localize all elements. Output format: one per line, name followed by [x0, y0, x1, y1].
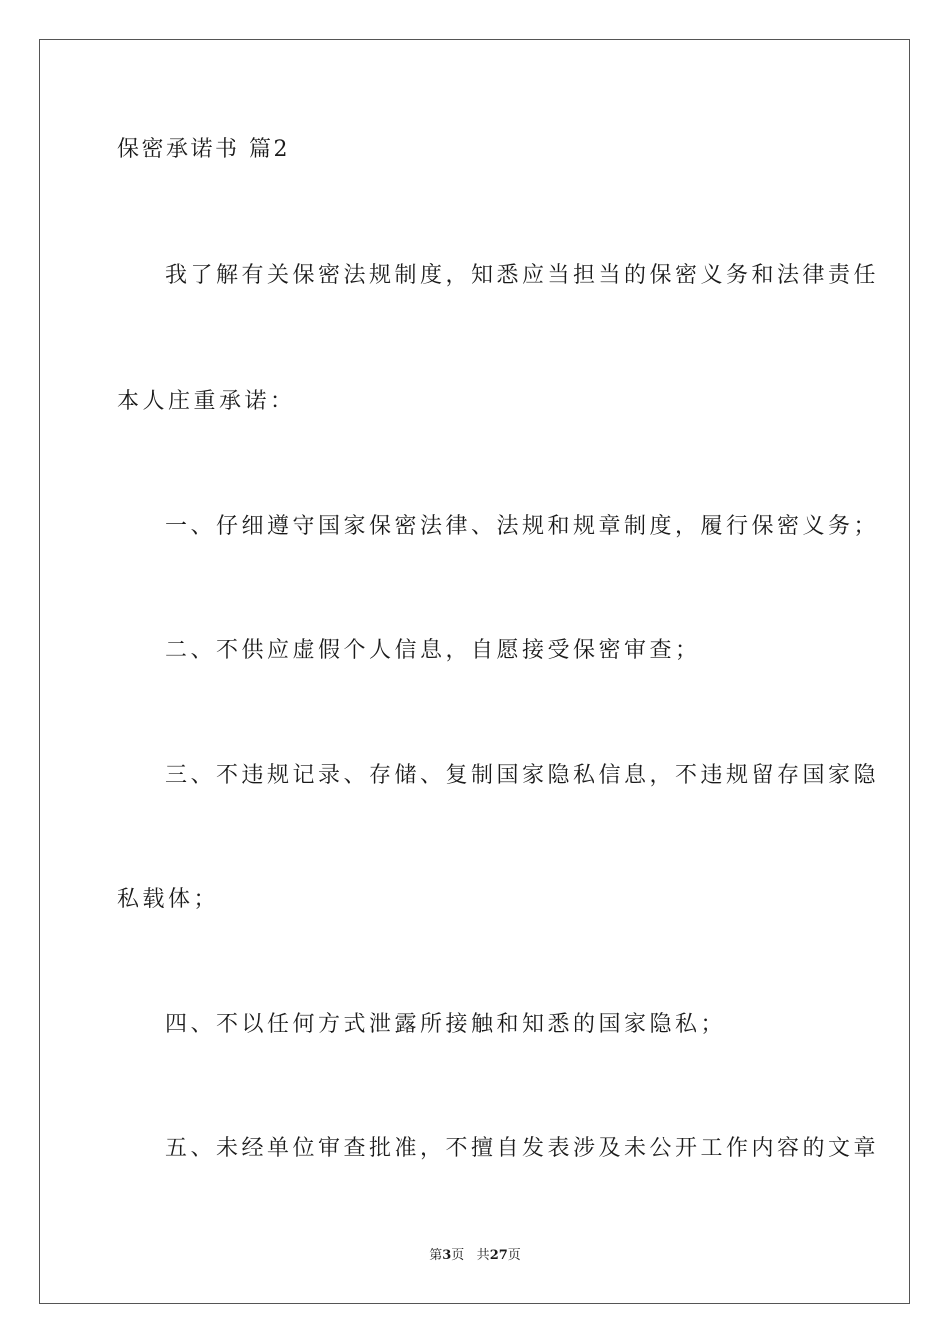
paragraph-6: 私载体；: [117, 887, 220, 912]
total-prefix: 共: [476, 1248, 490, 1263]
paragraph-7: 四、不以任何方式泄露所接触和知悉的国家隐私；: [165, 1012, 727, 1037]
paragraph-1: 我了解有关保密法规制度，知悉应当担当的保密义务和法律责任: [165, 263, 880, 288]
page-suffix: 页: [451, 1248, 465, 1263]
paragraph-2: 本人庄重承诺：: [117, 389, 296, 414]
page-border: [39, 39, 910, 1304]
paragraph-8: 五、未经单位审查批准，不擅自发表涉及未公开工作内容的文章: [165, 1136, 880, 1161]
document-title: 保密承诺书 篇2: [117, 137, 290, 162]
page-number: 3: [442, 1248, 452, 1263]
paragraph-3: 一、仔细遵守国家保密法律、法规和规章制度，履行保密义务；: [165, 514, 880, 539]
total-pages: 27: [489, 1248, 508, 1263]
page-prefix: 第: [429, 1248, 443, 1263]
paragraph-5: 三、不违规记录、存储、复制国家隐私信息，不违规留存国家隐: [165, 763, 880, 788]
page-footer: [0, 1249, 950, 1262]
total-suffix: 页: [507, 1248, 521, 1263]
paragraph-4: 二、不供应虚假个人信息，自愿接受保密审查；: [165, 638, 701, 663]
